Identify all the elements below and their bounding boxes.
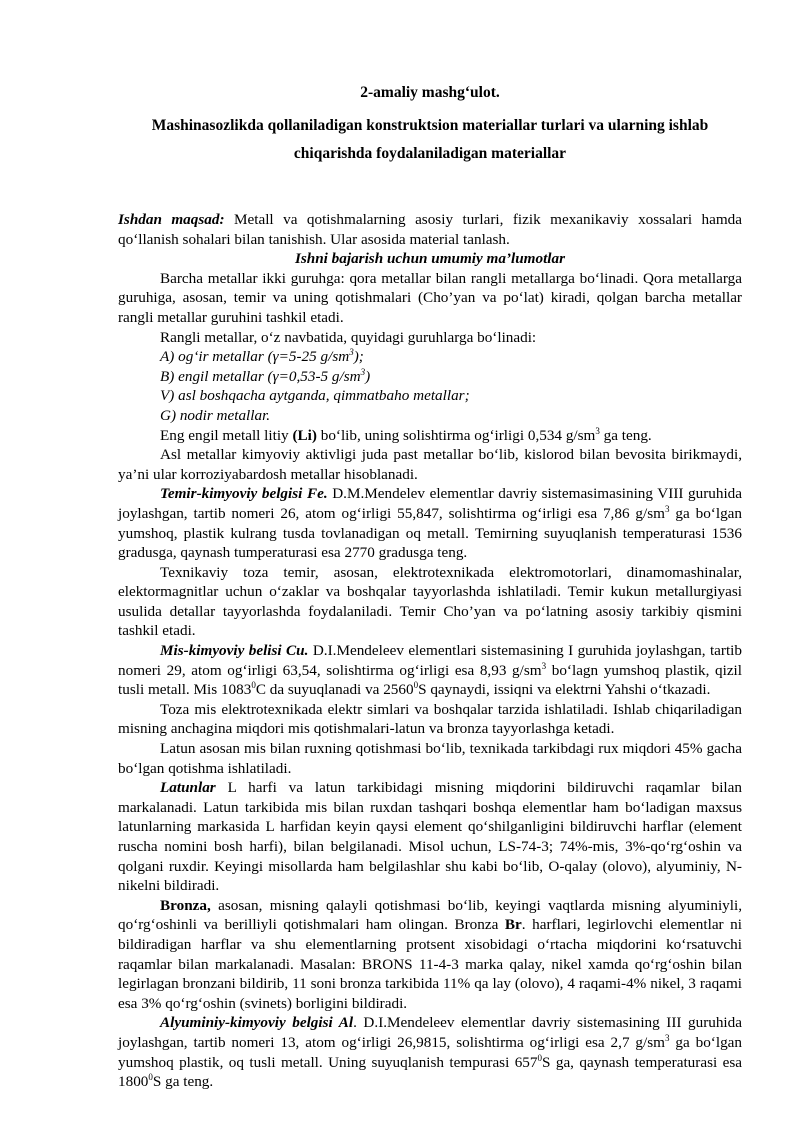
iron-label: Temir-kimyoviy belgisi Fe. <box>160 485 328 503</box>
iron-paragraph: Temir-kimyoviy belgisi Fe. D.M.Mendelev elementlar davriy sistemasimasining VIII guruhida joylashgan, tartib nomeri 26, atom og‘irligi 55,847, solishtirma og‘irligi esa 7,86 $g/sm^3$ ga bo‘lgan yumshoq, plastik kulrang tusda tovlanadigan oq metall. Temirning suyuqlanish temperaturasi 1536 gradusga, qaynash tumperaturasi esa 2770 gradusga teng. <box>118 485 743 562</box>
aluminum-paragraph: Alyuminiy-kimyoviy belgisi Al. D.I.Mendeleev elementlar davriy sistemasining III guruhida joylashgan, tartib nomeri 13, atom og‘irligi 26,9815, solishtirma og‘irligi esa 2,7 $g/sm^3$ ga bo‘lgan yumshoq plastik, oq tusli metall. Uning suyuqlanish tempurasi $657^0S$ ga, qaynash temperaturasi esa 1800$^0$S ga teng. <box>118 1014 743 1091</box>
brass-intro-paragraph: Latun asosan mis bilan ruxning qotishmasi bo‘lib, texnikada tarkibdagi rux miqdori 45% gacha bo‘lgan qotishma ishlatiladi. <box>118 740 742 777</box>
gamma-symbol: γ <box>272 367 279 385</box>
copper-usage-paragraph: Toza mis elektrotexnikada elektr simlari va boshqalar tarzida ishlatiladi. Ishlab chiqariladigan misning anchagina miqdori mis qotishmalari-latun va bronza tayyorlashga ketadi. <box>118 700 742 738</box>
list-item-b: B) engil metallar (γ=0,53-5 $g/sm^3$) <box>160 366 371 385</box>
document-body <box>118 210 742 1092</box>
bronze-label: Bronza, <box>160 896 211 914</box>
goal-paragraph <box>118 210 742 249</box>
copper-paragraph: Mis-kimyoviy belisi Cu. D.I.Mendeleev elementlari sistemasining I guruhida joylashgan, tartib nomeri 29, atom og‘irligi 63,54, solishtirma og‘irligi esa 8,93 $g/sm^3$ bo‘lagn yumshoq plastik, qizil tusli metall. Mis 1083$^0$C da suyuqlanadi va 2560$^0$S qaynaydi, issiqni va elektrni Yahshi o‘tkazadi. <box>118 642 742 699</box>
bronze-paragraph: Bronza, asosan, misning qalayli qotishmasi bo‘lib, keyingi vaqtlarda misning alyuminiyli, qo‘rg‘oshinli va berilliyli qotishmalari ham olingan. Bronza Br. harflari, legirlovchi elementlar ni bildiradigan harflar va shu elementlarning protsent xisobidagi o‘rtacha miqdorini ko‘rsatuvchi raqamlar bilan markalanadi. Masalan: BRONS 11-4-3 marka qalay, nikel xamda qo‘rg‘oshin bilan legirlagan bronzani bildirib, 11 soni bronza tarkibida 11% qa lay (olovo), 4 raqami-4% nikel, 3 raqami esa 3% qo‘rg‘oshin (svinets) borligini bildiradi. <box>118 896 742 1012</box>
colored-metals-intro: Rangli metallar, o‘z navbatida, quyidagi guruhlarga bo‘linadi: <box>160 328 537 346</box>
noble-metals-paragraph: Asl metallar kimyoviy aktivligi juda past metallar bo‘lib, kislorod bilan bevosita birikmaydi, ya’ni ular korroziyabardosh metallar hisoblanadi. <box>118 446 742 483</box>
lesson-number: 2-amaliy mashg‘ulot. <box>360 84 500 101</box>
list-item-g: G) nodir metallar. <box>160 406 271 424</box>
gamma-symbol: γ <box>272 348 279 366</box>
goal-text: Metall va qotishmalarning asosiy turlari, fizik mexanikaviy xossalari hamda qo‘llanish sohalari bilan tanishish. Ular asosida material tanlash. <box>118 211 742 248</box>
aluminum-label: Alyuminiy-kimyoviy belgisi Al <box>160 1014 354 1032</box>
brass-paragraph: Latunlar L harfi va latun tarkibidagi misning miqdorini bildiruvchi raqamlar bilan markalanadi. Latun tarkibida mis bilan ruxdan tashqari boshqa elementlar ham bo‘ladigan maxsus latunlarning markasida L harfidan keyin qaysi element qo‘shilganligini bildiruvchi harflar (element ruscha nomini bosh harfi), bilan belgilanadi. Misol uchun, LS-74-3; 74%-mis, 3%-qo‘rg‘oshin va qolgani ruxdir. Keyingi misollarda ham belgilashlar shu kabi bo‘lib, O-qalay (olovo), alyuminiy, N-nikelni bildiradi. <box>118 779 742 895</box>
info-heading: Ishni bajarish uchun umumiy ma’lumotlar <box>294 250 566 268</box>
list-item-v: V) asl boshqacha aytganda, qimmatbaho metallar; <box>160 387 470 405</box>
brass-label: Latunlar <box>160 779 216 797</box>
lithium-paragraph: Eng engil metall litiy (Li) bo‘lib, uning solishtirma og‘irligi 0,534 $g/sm^3$ ga teng. <box>160 425 652 444</box>
metals-groups-paragraph: Barcha metallar ikki guruhga: qora metallar bilan rangli metallarga bo‘linadi. Qora metallarga guruhiga, asosan, temir va uning qotishmalari (Cho’yan va po‘lat) kiradi, qolgan barcha metallar rangli metallar guruhini tashkil etadi. <box>118 269 742 326</box>
goal-label: Ishdan maqsad: <box>118 211 225 228</box>
list-item-a: A) og‘ir metallar (γ=5-25 $g/sm^3$); <box>160 347 364 366</box>
iron-usage-paragraph: Texnikaviy toza temir, asosan, elektrotexnikada elektromotorlari, dinamomashinalar, elektormagnitlar uchun o‘zaklar va boshqalar tayyorlashda ishlatiladi. Temir kukun metallurgiyasi usulida detallar tayyorlashda foydalaniladi. Temir Cho’yan va po‘latning asosiy tarkibiy qismini tashkil etadi. <box>118 563 742 640</box>
copper-label: Mis-kimyoviy belisi Cu. <box>160 642 309 660</box>
document-page <box>118 82 742 1092</box>
document-title: Mashinasozlikda qollaniladigan konstruktsion materiallar turlari va ularning ishlab chiqarishda foydalaniladigan materiallar <box>151 117 709 162</box>
